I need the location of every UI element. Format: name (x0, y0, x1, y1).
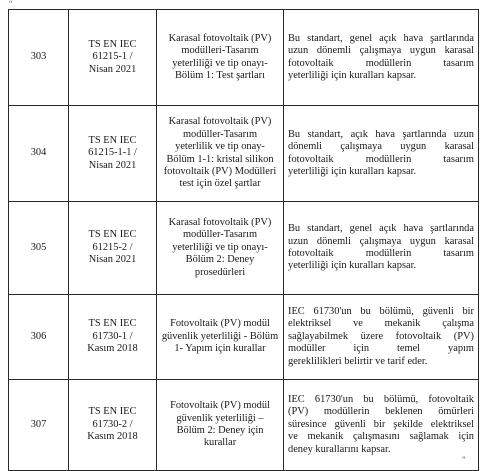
standard-title-line: Karasal fotovoltaik (PV) (168, 32, 272, 44)
table-row (9, 10, 479, 106)
standard-title-line: yeterliliği ve tip onayı- (172, 241, 268, 253)
table-row (9, 295, 479, 380)
standard-code-line: TS EN IEC (88, 406, 137, 418)
standard-scope-line: süresince güvenli bir şekilde elektriksel (288, 418, 474, 430)
standard-code-line: Kasım 2018 (87, 343, 138, 355)
standard-code-line: TS EN IEC (88, 318, 137, 330)
standard-scope-line: fotovoltaik modüllerin tasarım (288, 57, 474, 69)
standard-code-line: Kasım 2018 (87, 431, 138, 443)
standard-code-line: 61215-2 / (92, 241, 133, 253)
standard-scope-line: yeterliliği için kuralları kapsar. (288, 165, 417, 177)
standard-title-line: Fotovoltaik (PV) modül (170, 400, 270, 412)
table-row (9, 106, 479, 202)
standard-title-line: Karasal fotovoltaik (PV) (168, 116, 272, 128)
standard-title (157, 106, 284, 202)
standard-scope-line: modüller için temel yapım (288, 343, 474, 355)
standard-title (157, 295, 284, 380)
standard-scope-line: elektriksel ve mekanik çalışma (288, 318, 474, 330)
standard-title-line: Fotovoltaik (PV) modül (170, 318, 270, 330)
standard-title-line: kurallar (203, 437, 237, 449)
standard-scope-line: dönemli çalışmaya uygun karasal (288, 141, 474, 153)
standard-title-line: prosedürleri (194, 266, 246, 278)
row-number: 305 (9, 202, 69, 295)
standard-scope-line: uzun dönemli çalışmaya uygun karasal (288, 45, 474, 57)
standard-scope-line: Bu standart, açık hava şartlarında uzun (288, 128, 474, 140)
standard-code (69, 106, 157, 202)
standard-scope-line: Bu standart, genel açık hava şartlarında (288, 32, 474, 44)
standard-title-line: Bölüm 1-1: kristal silikon (166, 153, 274, 165)
standard-title-line: 1- Yapım için kurallar (174, 343, 266, 355)
row-number: 304 (9, 106, 69, 202)
standard-title-line: Karasal fotovoltaik (PV) (168, 216, 272, 228)
standard-title-line: modülleri-Tasarım (181, 45, 259, 57)
standard-scope-line: gereklilikleri belirtir ve tarif eder. (288, 355, 428, 367)
standard-code-line: Nisan 2021 (88, 254, 137, 266)
standard-title-line: Bölüm 2: Deney için (176, 425, 264, 436)
standard-scope (284, 106, 479, 202)
standard-scope-line: yeterliliği için kuralları kapsar. (288, 69, 417, 81)
standard-scope-line: yeterliliği için kuralları kapsar. (288, 260, 417, 272)
row-number: 307 (9, 380, 69, 471)
standard-scope (284, 380, 479, 471)
standard-scope-line: fotovoltaik modüllerin tasarım (288, 248, 474, 259)
row-number: 306 (9, 295, 69, 380)
standard-title-line: yeterlilik ve tip onay- (175, 141, 265, 153)
table-row (9, 202, 479, 295)
standard-scope-line: Bu standart, genel açık hava şartlarında (288, 223, 474, 235)
standard-title (157, 202, 284, 295)
standard-scope-line: (PV) modüllerin beklenen ömürleri (288, 406, 474, 418)
quote-mark-top: “ (9, 0, 13, 8)
standard-code-line: 61730-1 / (92, 330, 133, 342)
table-row (9, 380, 479, 471)
standard-title-line: modüller-Tasarım (182, 229, 258, 241)
standard-scope-line: uzun dönemli çalışmaya uygun karasal (288, 235, 474, 247)
standard-title-line: güvenlik yeterliliği - Bölüm (161, 330, 279, 342)
standard-title-line: fotovoltaik (PV) Modülleri (163, 165, 277, 177)
standard-title-line: Bölüm 2: Deney (185, 254, 255, 266)
standard-code-line: Nisan 2021 (88, 159, 137, 171)
row-number: 303 (9, 10, 69, 106)
standard-scope (284, 10, 479, 106)
standard-title-line: Bölüm 1: Test şartları (175, 69, 265, 81)
standard-scope-line: deney kurallarını kapsar. (288, 443, 391, 455)
standard-scope (284, 295, 479, 380)
standard-code-line: 61730-2 / (92, 418, 133, 430)
standard-scope (284, 202, 479, 295)
standard-title-line: yeterliliği ve tip onayı- (172, 57, 268, 69)
standard-scope-line: sağlayabilmek üzere fotovoltaik (PV) (288, 330, 474, 342)
standards-table (8, 9, 479, 471)
standard-code (69, 202, 157, 295)
standard-code-line: TS EN IEC (88, 134, 137, 146)
standard-code-line: Nisan 2021 (88, 63, 137, 75)
standard-title-line: güvenlik yeterliliği – (176, 412, 264, 424)
standard-code (69, 10, 157, 106)
standard-title (157, 10, 284, 106)
standard-code-line: TS EN IEC (88, 38, 137, 50)
standard-scope-line: fotovoltaik modüllerin tasarım (288, 153, 474, 165)
standard-scope-line: IEC 61730'un bu bölümü, fotovoltaik (288, 393, 474, 405)
standard-scope-line: IEC 61730'un bu bölümü, güvenli bir (288, 305, 474, 317)
standard-title-line: modüller-Tasarım (182, 128, 258, 140)
quote-mark-bottom: ” (462, 455, 466, 464)
standard-title-line: test için özel şartlar (179, 178, 261, 190)
standard-code (69, 295, 157, 380)
standard-title (157, 380, 284, 471)
standard-code (69, 380, 157, 471)
standard-code-line: 61215-1 / (92, 51, 133, 63)
standard-scope-line: ve mekanik çalışmasını sağlamak için (288, 431, 474, 443)
standard-code-line: 61215-1-1 / (88, 147, 137, 159)
standard-code-line: TS EN IEC (88, 229, 137, 241)
